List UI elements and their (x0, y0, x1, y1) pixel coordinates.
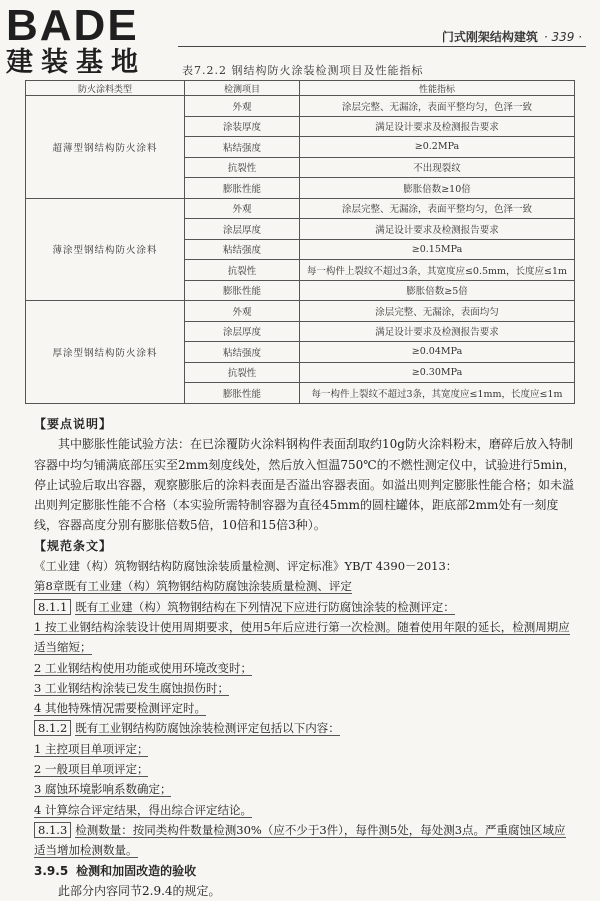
performance-cell: 涂层完整、无漏涂，表面平整均匀，色泽一致 (300, 198, 575, 219)
standard-heading: 【规范条文】 (34, 538, 113, 553)
coating-type-cell: 超薄型钢结构防火涂料 (26, 96, 185, 199)
test-item-cell: 膨胀性能 (185, 178, 300, 199)
clause-number: 8.1.3 (34, 822, 71, 838)
performance-cell: ≥0.15MPa (300, 239, 575, 260)
list-item: 4 其他特殊情况需要检测评定时。 (34, 701, 206, 716)
performance-cell: 不出现裂纹 (300, 157, 575, 178)
test-item-cell: 粘结强度 (185, 342, 300, 363)
test-item-cell: 涂装厚度 (185, 116, 300, 137)
performance-cell: 满足设计要求及检测报告要求 (300, 219, 575, 240)
col-header-index: 性能指标 (300, 81, 575, 96)
running-header (442, 28, 582, 45)
test-item-cell: 外观 (185, 198, 300, 219)
explanation-heading: 【要点说明】 (34, 417, 113, 431)
test-item-cell: 膨胀性能 (185, 383, 300, 404)
table-row (26, 301, 575, 322)
logo-subtitle: 建装基地 (6, 47, 146, 78)
section-heading (34, 861, 576, 881)
performance-cell: ≥0.04MPa (300, 342, 575, 363)
list-item: 3 腐蚀环境影响系数确定； (34, 782, 172, 797)
performance-cell: 膨胀倍数≥5倍 (300, 280, 575, 301)
coating-type-cell: 厚涂型钢结构防火涂料 (26, 301, 185, 404)
test-item-cell: 膨胀性能 (185, 280, 300, 301)
clause-8-1-1 (34, 597, 576, 617)
test-item-cell: 抗裂性 (185, 362, 300, 383)
page-number: · 339 · (543, 30, 582, 44)
table-row (26, 96, 575, 117)
clause-text: 既有工业建（构）筑物钢结构在下列情况下应进行防腐蚀涂装的检测评定： (75, 599, 455, 614)
test-item-cell: 粘结强度 (185, 137, 300, 158)
performance-cell: 膨胀倍数≥10倍 (300, 178, 575, 199)
test-item-cell: 外观 (185, 301, 300, 322)
performance-cell: ≥0.30MPa (300, 362, 575, 383)
coating-type-cell: 薄涂型钢结构防火涂料 (26, 198, 185, 301)
performance-cell: 每一构件上裂纹不超过3条，其宽度应≤1mm，长度应≤1m (300, 383, 575, 404)
clause-8-1-3 (34, 820, 576, 861)
clause-number: 8.1.1 (34, 599, 71, 615)
list-item: 2 一般项目单项评定； (34, 762, 149, 777)
table-caption: 表7.2.2 钢结构防火涂装检测项目及性能指标 (182, 64, 424, 77)
table-header-row (26, 81, 575, 96)
clause-8-1-2 (34, 718, 576, 738)
logo-text: BADE (6, 1, 139, 50)
performance-cell: 每一构件上裂纹不超过3条，其宽度应≤0.5mm，长度应≤1m (300, 260, 575, 281)
standard-title: 《工业建（构）筑物钢结构防腐蚀涂装质量检测、评定标准》YB/T 4390－2013： (34, 559, 458, 574)
running-title: 门式刚架结构建筑 (441, 30, 538, 44)
performance-cell: 涂层完整、无漏涂，表面平整均匀，色泽一致 (300, 96, 575, 117)
section-body: 此部分内容同节2.9.4的规定。 (58, 883, 221, 898)
clause-number: 8.1.2 (34, 720, 71, 736)
test-item-cell: 涂层厚度 (185, 219, 300, 240)
test-item-cell: 抗裂性 (185, 157, 300, 178)
performance-cell: 满足设计要求及检测报告要求 (300, 321, 575, 342)
spec-table (25, 80, 575, 404)
section-title: 检测和加固改造的验收 (76, 863, 197, 878)
performance-cell: 满足设计要求及检测报告要求 (300, 116, 575, 137)
clause-text: 既有工业钢结构防腐蚀涂装检测评定包括以下内容： (75, 721, 340, 736)
list-item: 2 工业钢结构使用功能或使用环境改变时； (34, 660, 252, 675)
logo (6, 1, 176, 78)
body-text (34, 414, 576, 901)
section-number: 3.9.5 (34, 863, 69, 878)
test-item-cell: 外观 (185, 96, 300, 117)
clause-text: 检测数量：按同类构件数量检测30%（应不少于3件），每件测5处，每处测3点。严重腐蚀区域应适当增加检测数量。 (34, 822, 566, 858)
test-item-cell: 抗裂性 (185, 260, 300, 281)
list-item: 1 按工业钢结构涂装设计使用周期要求，使用5年后应进行第一次检测。随着使用年限的延长，检测周期应适当缩短； (34, 619, 570, 655)
list-item: 1 主控项目单项评定； (34, 741, 149, 756)
standard-chapter: 第8章既有工业建（构）筑物钢结构防腐蚀涂装质量检测、评定 (34, 579, 352, 594)
list-item: 3 工业钢结构涂装已发生腐蚀损伤时； (34, 680, 229, 695)
test-item-cell: 粘结强度 (185, 239, 300, 260)
header-rule (178, 46, 586, 47)
explanation-paragraph: 其中膨胀性能试验方法：在已涂覆防火涂料钢构件表面刮取约10g防火涂料粉末，磨碎后放入特制容器中均匀铺满底部压实至2mm刻度线处，然后放入恒温750℃的不燃性测定仪中，试验进行5min，停止试验后取出容器，观察膨胀后的涂料表面是否溢出容器表面。如溢出则判定膨胀性能合格；如未溢出则判定膨胀性能不合格（本实验所需特制容器为直径45mm的圆柱罐体，距底部2mm处有一刻度线，容器高度分别有膨胀倍数5倍，10倍和15倍3种）。 (34, 437, 576, 533)
col-header-type: 防火涂料类型 (26, 81, 185, 96)
performance-cell: 涂层完整、无漏涂，表面均匀 (300, 301, 575, 322)
table-row (26, 198, 575, 219)
col-header-item: 检测项目 (185, 81, 300, 96)
test-item-cell: 涂层厚度 (185, 321, 300, 342)
performance-cell: ≥0.2MPa (300, 137, 575, 158)
list-item: 4 计算综合评定结果，得出综合评定结论。 (34, 802, 252, 817)
